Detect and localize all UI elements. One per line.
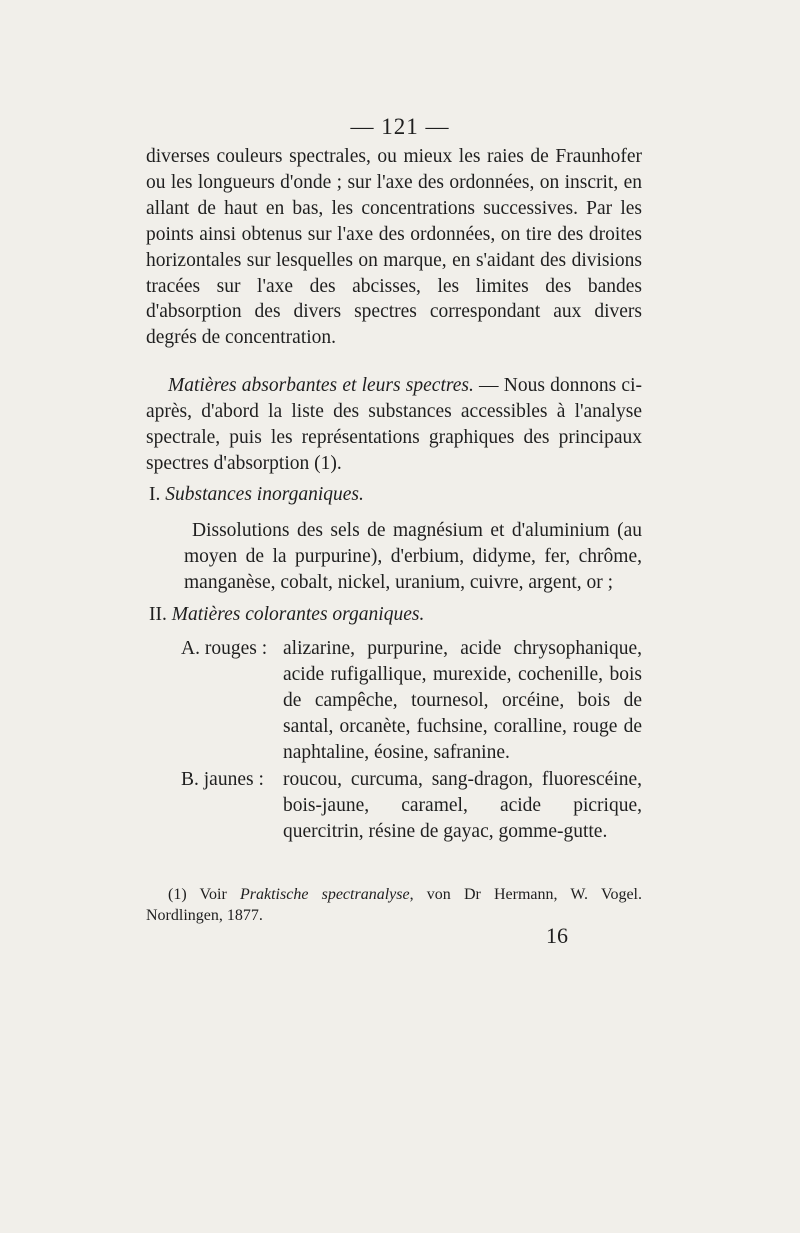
footnote-rest: , von Dr Hermann, W. Vogel. Nordlingen, 1877. (146, 886, 642, 924)
footnote (146, 884, 642, 926)
section-heading-inorganic (149, 484, 364, 506)
section-intro-paragraph (146, 373, 642, 477)
section-heading-organic (149, 604, 424, 626)
section-number: I. (149, 484, 161, 505)
section-title: Substances inorganiques. (165, 484, 364, 505)
section-number: II. (149, 604, 167, 625)
footnote-marker: (1) Voir (168, 886, 240, 903)
signature-mark: 16 (546, 923, 568, 948)
entry-text: alizarine, purpurine, acide chrysophanique, acide rufigallique, murexide, cochenille, bois de campêche, tournesol, orcéine, bois de santal, orcanète, fuchsine, coralline, rouge de naphtaline, éosine, safranine. (283, 638, 642, 763)
entry-label: B. jaunes : (181, 769, 264, 790)
entry-label: A. rouges : (181, 638, 268, 659)
section-intro-text: — Nous donnons ci-après, d'abord la liste des substances accessibles à l'analyse spectrale, puis les représentations graphiques des principaux spectres d'absorption (1). (146, 375, 642, 474)
inorganic-list: Dissolutions des sels de magnésium et d'aluminium (au moyen de la purpurine), d'erbium, didyme, fer, chrôme, manganèse, cobalt, nickel, uranium, cuivre, argent, or ; (184, 520, 642, 593)
footnote-work-title: Praktische spectranalyse (240, 886, 410, 903)
section-title: Matières colorantes organiques. (171, 604, 425, 625)
page-number: — 121 — (350, 114, 450, 139)
section-intro-title: Matières absorbantes et leurs spectres. (168, 375, 474, 396)
intro-paragraph: diverses couleurs spectrales, ou mieux les raies de Fraunhofer ou les longueurs d'onde ; sur l'axe des ordonnées, on inscrit, en allant de haut en bas, les concentrations successives. Par les points ainsi obtenus sur l'axe des ordonnées, on tire des droites horizontales sur lesquelles on marque, en s'aidant des divisions tracées sur l'axe des abcisses, les limites des bandes d'absorption des divers spectres correspondant aux divers degrés de concentration. (146, 146, 642, 349)
entry-text: roucou, curcuma, sang-dragon, fluorescéine, bois-jaune, caramel, acide picrique, quercitrin, résine de gayac, gomme-gutte. (283, 769, 642, 842)
